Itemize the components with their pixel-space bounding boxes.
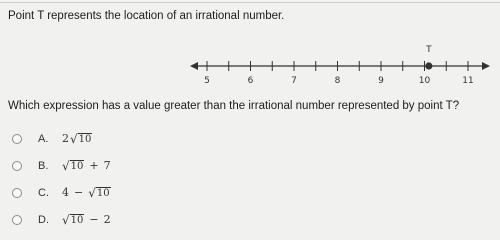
radical-sign-icon: √: [70, 131, 78, 146]
tick-label: 8: [334, 76, 341, 86]
tick-label: 9: [378, 76, 384, 86]
choice-c[interactable]: [10, 179, 490, 206]
radical: [88, 187, 110, 199]
radio-b[interactable]: [12, 161, 22, 171]
choice-letter: D.: [38, 213, 49, 226]
radical: [70, 133, 92, 145]
tick-label: 6: [247, 76, 254, 86]
radicand: 10: [96, 187, 110, 199]
operator: −: [89, 213, 99, 226]
radio-c[interactable]: [12, 188, 22, 198]
radical-sign-icon: √: [62, 212, 70, 227]
term: 2: [103, 213, 111, 226]
right-arrow-icon: [482, 62, 490, 70]
choice-b-expression: [62, 159, 111, 172]
choice-a[interactable]: [10, 125, 490, 152]
choice-letter: B.: [38, 159, 49, 172]
prompt-text: Point T represents the location of an irrational number.: [8, 10, 285, 22]
point-t-marker: [425, 62, 432, 69]
answer-choices: [10, 125, 490, 233]
coefficient: 2: [62, 132, 69, 145]
radio-a[interactable]: [12, 134, 22, 144]
tick-label: 5: [204, 76, 210, 86]
question-text: Which expression has a value greater than the irrational number represented by point T?: [8, 100, 460, 112]
choice-letter: C.: [38, 186, 49, 199]
choice-d[interactable]: [10, 206, 490, 233]
choice-b[interactable]: [10, 152, 490, 179]
radical: [62, 160, 84, 172]
operator: −: [74, 186, 84, 199]
choice-c-expression: [62, 186, 111, 199]
radio-d[interactable]: [12, 215, 22, 225]
tick-label: 7: [291, 76, 297, 86]
term: 7: [103, 159, 111, 172]
choice-d-expression: [62, 213, 111, 226]
radicand: 10: [78, 133, 92, 145]
term: 4: [62, 186, 69, 199]
tick-label: 11: [462, 76, 474, 86]
choice-letter: A.: [38, 132, 49, 145]
radicand: 10: [70, 214, 84, 226]
radical: [62, 214, 84, 226]
tick-label: 10: [418, 76, 431, 86]
radical-sign-icon: √: [62, 158, 70, 173]
operator: +: [89, 159, 99, 172]
choice-a-expression: [62, 132, 92, 145]
point-t-label: T: [426, 45, 432, 55]
number-line: [190, 38, 490, 94]
radical-sign-icon: √: [88, 185, 96, 200]
top-divider: [0, 2, 500, 3]
left-arrow-icon: [190, 62, 198, 70]
radicand: 10: [70, 160, 84, 172]
